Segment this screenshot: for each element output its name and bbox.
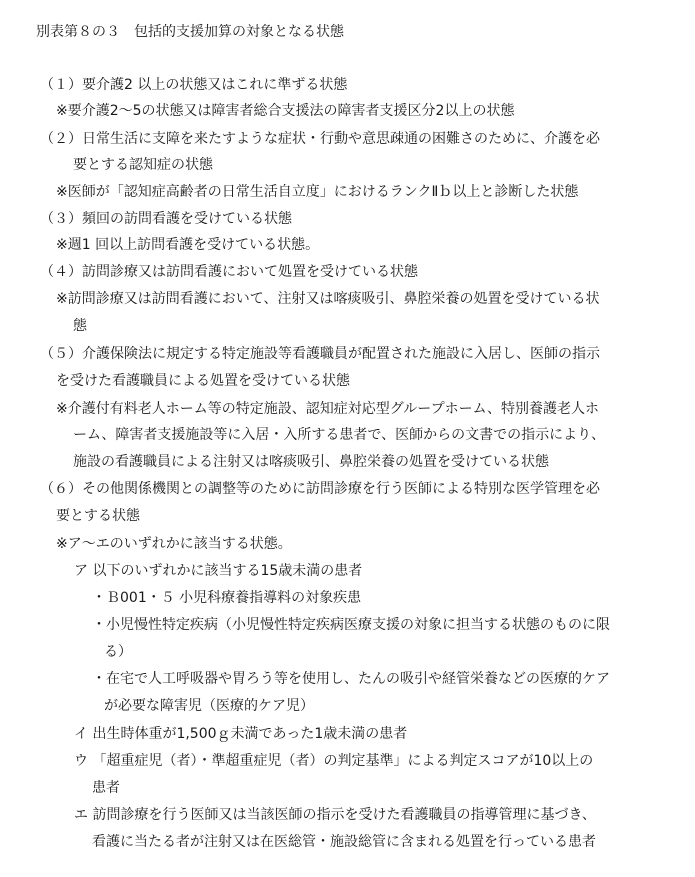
item-5-note-cont-1: ーム、障害者支援施設等に入居・入所する患者で、医師からの文書での指示により、 bbox=[73, 427, 606, 443]
item-3-heading: （３）頻回の訪問看護を受けている状態 bbox=[40, 211, 292, 227]
item-6-note: ※ア～エのいずれかに該当する状態。 bbox=[56, 536, 292, 552]
sub-e-line-cont: 看護に当たる者が注射又は在医総管・施設総管に含まれる処置を行っている患者 bbox=[92, 834, 596, 850]
sub-a-bullet-3-cont: が必要な障害児（医療的ケア児） bbox=[104, 698, 314, 714]
item-4-note: ※訪問診療又は訪問看護において、注射又は喀痰吸引、鼻腔栄養の処置を受けている状 bbox=[56, 291, 600, 307]
sub-a-bullet-1: ・Ｂ001・５ 小児科療養指導料の対象疾患 bbox=[92, 590, 362, 606]
item-3-note: ※週1 回以上訪問看護を受けている状態。 bbox=[56, 237, 320, 253]
item-1-note: ※要介護2～5の状態又は障害者総合支援法の障害者支援区分2以上の状態 bbox=[56, 103, 515, 119]
document-title: 別表第８の３ 包括的支援加算の対象となる状態 bbox=[36, 24, 344, 40]
sub-u-line-cont: 患者 bbox=[92, 780, 120, 796]
sub-u-line: ウ 「超重症児（者）・準超重症児（者）の判定基準」による判定スコアが10以上の bbox=[74, 753, 594, 769]
sub-e-line: エ 訪問診療を行う医師又は当該医師の指示を受けた看護職員の指導管理に基づき、 bbox=[74, 807, 596, 823]
sub-a-bullet-3: ・在宅で人工呼吸器や胃ろう等を使用し、たんの吸引や経管栄養などの医療的ケア bbox=[92, 671, 610, 687]
item-5-note-cont-2: 施設の看護職員による注射又は喀痰吸引、鼻腔栄養の処置を受けている状態 bbox=[73, 454, 549, 470]
item-6-heading: （６）その他関係機関との調整等のために訪問診療を行う医師による特別な医学管理を必 bbox=[40, 481, 600, 497]
sub-a-line: ア 以下のいずれかに該当する15歳未満の患者 bbox=[74, 563, 363, 579]
item-5-note: ※介護付有料老人ホーム等の特定施設、認知症対応型グループホーム、特別養護老人ホ bbox=[56, 401, 600, 417]
item-5-heading-cont: を受けた看護職員による処置を受けている状態 bbox=[56, 373, 350, 389]
item-6-heading-cont: 要とする状態 bbox=[56, 508, 140, 524]
item-2-note: ※医師が「認知症高齢者の日常生活自立度」におけるランクⅡｂ以上と診断した状態 bbox=[56, 184, 579, 200]
sub-a-bullet-2: ・小児慢性特定疾病（小児慢性特定疾病医療支援の対象に担当する状態のものに限 bbox=[92, 617, 610, 633]
item-5-heading: （５）介護保険法に規定する特定施設等看護職員が配置された施設に入居し、医師の指示 bbox=[40, 346, 600, 362]
item-2-heading: （２）日常生活に支障を来たすような症状・行動や意思疎通の困難さのために、介護を必 bbox=[40, 131, 600, 147]
item-1-heading: （１）要介護2 以上の状態又はこれに準ずる状態 bbox=[40, 77, 348, 93]
item-2-heading-cont: 要とする認知症の状態 bbox=[73, 157, 213, 173]
item-4-note-cont: 態 bbox=[73, 318, 87, 334]
sub-i-line: イ 出生時体重が1,500ｇ未満であった1歳未満の患者 bbox=[74, 726, 408, 742]
sub-a-bullet-2-cont: る） bbox=[104, 644, 132, 660]
item-4-heading: （４）訪問診療又は訪問看護において処置を受けている状態 bbox=[40, 264, 418, 280]
